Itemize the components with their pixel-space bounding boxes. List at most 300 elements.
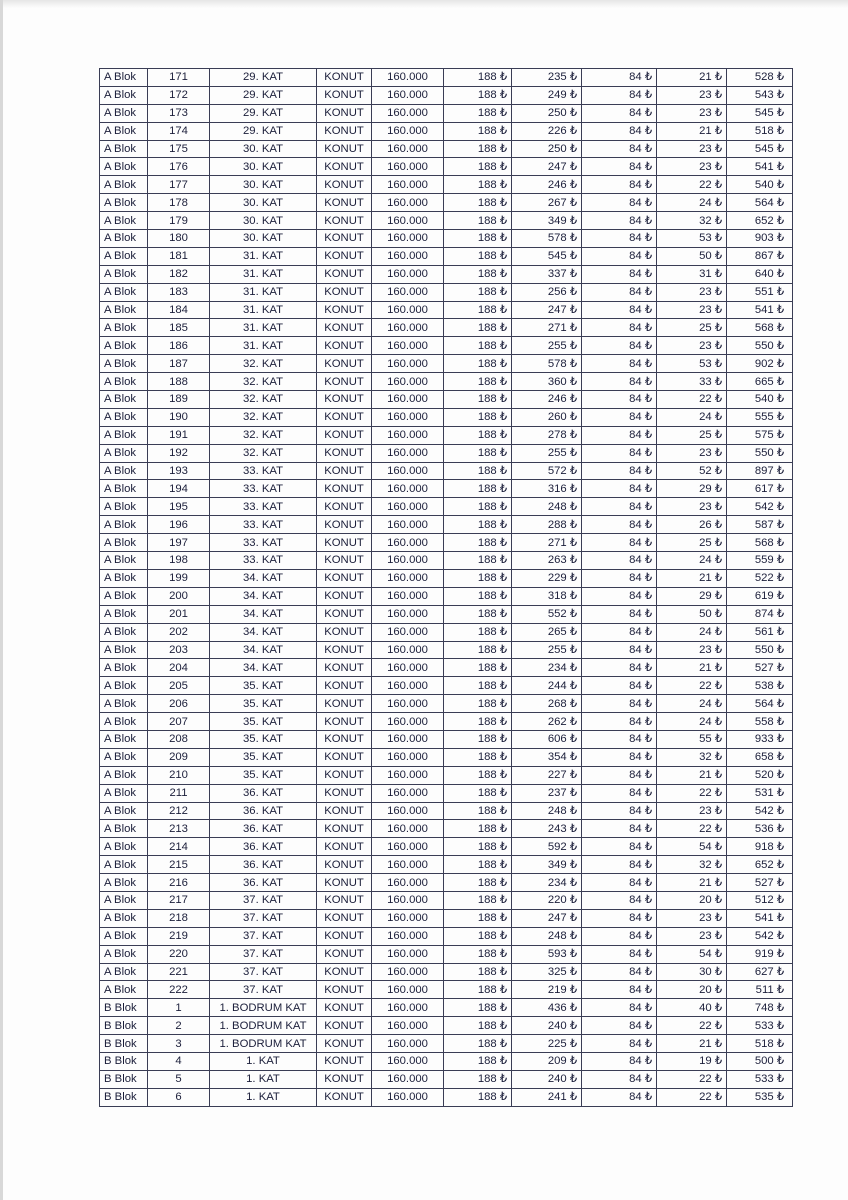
- lira-symbol: ₺: [499, 715, 507, 728]
- amount-value: 24: [699, 196, 712, 209]
- table-row: [100, 194, 793, 212]
- type-cell: KONUT: [317, 426, 372, 444]
- fee-3-cell: [582, 981, 657, 999]
- total-cell: [727, 480, 793, 498]
- total-cell: [727, 301, 793, 319]
- amount-value: 241: [547, 1091, 567, 1104]
- lira-symbol: ₺: [499, 518, 507, 531]
- block-cell: A Blok: [100, 176, 148, 194]
- lira-symbol: ₺: [644, 375, 652, 388]
- area-cell: 160.000: [372, 86, 444, 104]
- total-cell: [727, 247, 793, 265]
- amount-value: 84: [629, 375, 642, 388]
- lira-symbol: ₺: [776, 1001, 784, 1014]
- amount-value: 25: [699, 536, 712, 549]
- lira-symbol: ₺: [714, 1073, 722, 1086]
- area-cell: 160.000: [372, 659, 444, 677]
- amount-value: 84: [629, 321, 642, 334]
- area-cell: 160.000: [372, 641, 444, 659]
- fee-4-cell: [657, 212, 727, 230]
- amount-value: 564: [754, 196, 774, 209]
- fee-1-cell: [444, 230, 512, 248]
- amount-value: 188: [477, 465, 497, 478]
- lira-symbol: ₺: [569, 769, 577, 782]
- block-cell: A Blok: [100, 355, 148, 373]
- lira-symbol: ₺: [499, 840, 507, 853]
- lira-symbol: ₺: [644, 590, 652, 603]
- amount-value: 84: [629, 965, 642, 978]
- block-cell: A Blok: [100, 194, 148, 212]
- area-cell: 160.000: [372, 963, 444, 981]
- amount-value: 30: [699, 965, 712, 978]
- fee-4-cell: [657, 820, 727, 838]
- area-cell: 160.000: [372, 140, 444, 158]
- lira-symbol: ₺: [644, 930, 652, 943]
- lira-symbol: ₺: [499, 643, 507, 656]
- floor-cell: 35. KAT: [210, 748, 317, 766]
- amount-value: 240: [547, 1073, 567, 1086]
- total-cell: [727, 516, 793, 534]
- lira-symbol: ₺: [714, 1019, 722, 1032]
- fee-4-cell: [657, 158, 727, 176]
- type-cell: KONUT: [317, 820, 372, 838]
- type-cell: KONUT: [317, 408, 372, 426]
- lira-symbol: ₺: [569, 196, 577, 209]
- lira-symbol: ₺: [714, 89, 722, 102]
- table-row: [100, 856, 793, 874]
- lira-symbol: ₺: [644, 787, 652, 800]
- lira-symbol: ₺: [714, 518, 722, 531]
- amount-value: 533: [754, 1019, 774, 1032]
- amount-value: 244: [547, 679, 567, 692]
- amount-value: 235: [547, 71, 567, 84]
- fee-4-cell: [657, 945, 727, 963]
- floor-cell: 36. KAT: [210, 784, 317, 802]
- area-cell: 160.000: [372, 820, 444, 838]
- fee-2-cell: [512, 695, 582, 713]
- lira-symbol: ₺: [644, 1037, 652, 1050]
- lira-symbol: ₺: [776, 268, 784, 281]
- type-cell: KONUT: [317, 677, 372, 695]
- fee-1-cell: [444, 122, 512, 140]
- floor-cell: 32. KAT: [210, 444, 317, 462]
- amount-value: 188: [477, 429, 497, 442]
- unit-no-cell: 189: [148, 391, 210, 409]
- table-row: [100, 462, 793, 480]
- table-row: [100, 695, 793, 713]
- fee-1-cell: [444, 373, 512, 391]
- amount-value: 188: [477, 1019, 497, 1032]
- table-row: [100, 927, 793, 945]
- total-cell: [727, 874, 793, 892]
- block-cell: A Blok: [100, 945, 148, 963]
- fee-3-cell: [582, 677, 657, 695]
- table-row: [100, 623, 793, 641]
- amount-value: 527: [754, 661, 774, 674]
- fee-3-cell: [582, 999, 657, 1017]
- fee-3-cell: [582, 856, 657, 874]
- type-cell: KONUT: [317, 748, 372, 766]
- amount-value: 220: [547, 894, 567, 907]
- amount-value: 188: [477, 930, 497, 943]
- amount-value: 23: [699, 107, 712, 120]
- fee-2-cell: [512, 444, 582, 462]
- unit-no-cell: 222: [148, 981, 210, 999]
- amount-value: 248: [547, 500, 567, 513]
- lira-symbol: ₺: [499, 286, 507, 299]
- unit-no-cell: 2: [148, 1017, 210, 1035]
- area-cell: 160.000: [372, 319, 444, 337]
- fee-3-cell: [582, 194, 657, 212]
- amount-value: 247: [547, 160, 567, 173]
- lira-symbol: ₺: [569, 107, 577, 120]
- fee-2-cell: [512, 480, 582, 498]
- lira-symbol: ₺: [499, 375, 507, 388]
- area-cell: 160.000: [372, 355, 444, 373]
- floor-cell: 29. KAT: [210, 104, 317, 122]
- fee-1-cell: [444, 856, 512, 874]
- type-cell: KONUT: [317, 891, 372, 909]
- lira-symbol: ₺: [776, 608, 784, 621]
- fee-1-cell: [444, 408, 512, 426]
- lira-symbol: ₺: [569, 71, 577, 84]
- area-cell: 160.000: [372, 730, 444, 748]
- table-row: [100, 176, 793, 194]
- amount-value: 665: [754, 375, 774, 388]
- lira-symbol: ₺: [714, 411, 722, 424]
- fee-3-cell: [582, 1088, 657, 1106]
- lira-symbol: ₺: [776, 178, 784, 191]
- lira-symbol: ₺: [644, 357, 652, 370]
- amount-value: 436: [547, 1001, 567, 1014]
- amount-value: 21: [699, 125, 712, 138]
- unit-no-cell: 1: [148, 999, 210, 1017]
- fee-4-cell: [657, 534, 727, 552]
- unit-no-cell: 197: [148, 534, 210, 552]
- total-cell: [727, 552, 793, 570]
- table-row: [100, 355, 793, 373]
- amount-value: 188: [477, 178, 497, 191]
- total-cell: [727, 945, 793, 963]
- amount-value: 188: [477, 679, 497, 692]
- fee-4-cell: [657, 194, 727, 212]
- lira-symbol: ₺: [499, 482, 507, 495]
- unit-no-cell: 171: [148, 69, 210, 87]
- type-cell: KONUT: [317, 86, 372, 104]
- lira-symbol: ₺: [714, 787, 722, 800]
- lira-symbol: ₺: [714, 840, 722, 853]
- block-cell: A Blok: [100, 408, 148, 426]
- fee-3-cell: [582, 891, 657, 909]
- table-row: [100, 1070, 793, 1088]
- amount-value: 188: [477, 840, 497, 853]
- lira-symbol: ₺: [714, 339, 722, 352]
- unit-no-cell: 190: [148, 408, 210, 426]
- total-cell: [727, 1088, 793, 1106]
- lira-symbol: ₺: [644, 178, 652, 191]
- unit-no-cell: 186: [148, 337, 210, 355]
- lira-symbol: ₺: [499, 321, 507, 334]
- lira-symbol: ₺: [499, 1091, 507, 1104]
- amount-value: 188: [477, 876, 497, 889]
- lira-symbol: ₺: [644, 733, 652, 746]
- amount-value: 23: [699, 643, 712, 656]
- fee-1-cell: [444, 748, 512, 766]
- block-cell: A Blok: [100, 104, 148, 122]
- block-cell: B Blok: [100, 1052, 148, 1070]
- table-row: [100, 766, 793, 784]
- block-cell: B Blok: [100, 999, 148, 1017]
- floor-cell: 31. KAT: [210, 247, 317, 265]
- amount-value: 24: [699, 411, 712, 424]
- lira-symbol: ₺: [714, 858, 722, 871]
- table-row: [100, 516, 793, 534]
- lira-symbol: ₺: [776, 965, 784, 978]
- amount-value: 188: [477, 518, 497, 531]
- amount-value: 903: [754, 232, 774, 245]
- amount-value: 593: [547, 948, 567, 961]
- fee-1-cell: [444, 713, 512, 731]
- fee-1-cell: [444, 927, 512, 945]
- amount-value: 249: [547, 89, 567, 102]
- type-cell: KONUT: [317, 695, 372, 713]
- amount-value: 21: [699, 876, 712, 889]
- fee-3-cell: [582, 265, 657, 283]
- amount-value: 84: [629, 250, 642, 263]
- fee-3-cell: [582, 641, 657, 659]
- type-cell: KONUT: [317, 498, 372, 516]
- fee-1-cell: [444, 695, 512, 713]
- lira-symbol: ₺: [776, 554, 784, 567]
- amount-value: 50: [699, 250, 712, 263]
- lira-symbol: ₺: [499, 697, 507, 710]
- lira-symbol: ₺: [714, 107, 722, 120]
- type-cell: KONUT: [317, 945, 372, 963]
- total-cell: [727, 104, 793, 122]
- area-cell: 160.000: [372, 945, 444, 963]
- lira-symbol: ₺: [569, 232, 577, 245]
- amount-value: 84: [629, 304, 642, 317]
- amount-value: 54: [699, 840, 712, 853]
- table-row: [100, 659, 793, 677]
- total-cell: [727, 462, 793, 480]
- amount-value: 84: [629, 679, 642, 692]
- lira-symbol: ₺: [569, 840, 577, 853]
- fee-1-cell: [444, 999, 512, 1017]
- amount-value: 188: [477, 626, 497, 639]
- lira-symbol: ₺: [569, 948, 577, 961]
- amount-value: 24: [699, 715, 712, 728]
- table-row: [100, 283, 793, 301]
- block-cell: B Blok: [100, 1088, 148, 1106]
- fee-4-cell: [657, 355, 727, 373]
- fee-2-cell: [512, 122, 582, 140]
- fee-2-cell: [512, 140, 582, 158]
- fee-2-cell: [512, 462, 582, 480]
- lira-symbol: ₺: [776, 250, 784, 263]
- block-cell: A Blok: [100, 891, 148, 909]
- fee-2-cell: [512, 391, 582, 409]
- amount-value: 188: [477, 447, 497, 460]
- floor-cell: 35. KAT: [210, 677, 317, 695]
- amount-value: 748: [754, 1001, 774, 1014]
- floor-cell: 1. KAT: [210, 1070, 317, 1088]
- amount-value: 24: [699, 626, 712, 639]
- type-cell: KONUT: [317, 1017, 372, 1035]
- lira-symbol: ₺: [776, 912, 784, 925]
- lira-symbol: ₺: [714, 626, 722, 639]
- lira-symbol: ₺: [569, 447, 577, 460]
- fee-1-cell: [444, 820, 512, 838]
- amount-value: 20: [699, 983, 712, 996]
- area-cell: 160.000: [372, 891, 444, 909]
- amount-value: 246: [547, 393, 567, 406]
- unit-no-cell: 221: [148, 963, 210, 981]
- lira-symbol: ₺: [569, 178, 577, 191]
- amount-value: 267: [547, 196, 567, 209]
- lira-symbol: ₺: [644, 447, 652, 460]
- amount-value: 188: [477, 393, 497, 406]
- lira-symbol: ₺: [776, 787, 784, 800]
- unit-no-cell: 201: [148, 605, 210, 623]
- amount-value: 349: [547, 858, 567, 871]
- floor-cell: 35. KAT: [210, 713, 317, 731]
- fee-3-cell: [582, 802, 657, 820]
- floor-cell: 34. KAT: [210, 569, 317, 587]
- lira-symbol: ₺: [644, 482, 652, 495]
- amount-value: 188: [477, 268, 497, 281]
- unit-no-cell: 215: [148, 856, 210, 874]
- lira-symbol: ₺: [569, 626, 577, 639]
- area-cell: 160.000: [372, 695, 444, 713]
- table-row: [100, 69, 793, 87]
- fee-4-cell: [657, 444, 727, 462]
- lira-symbol: ₺: [776, 304, 784, 317]
- floor-cell: 36. KAT: [210, 874, 317, 892]
- total-cell: [727, 641, 793, 659]
- fee-4-cell: [657, 659, 727, 677]
- fee-2-cell: [512, 176, 582, 194]
- fee-3-cell: [582, 623, 657, 641]
- fee-3-cell: [582, 1035, 657, 1053]
- lira-symbol: ₺: [714, 608, 722, 621]
- lira-symbol: ₺: [644, 71, 652, 84]
- amount-value: 21: [699, 661, 712, 674]
- amount-value: 188: [477, 232, 497, 245]
- amount-value: 26: [699, 518, 712, 531]
- amount-value: 188: [477, 304, 497, 317]
- amount-value: 500: [754, 1055, 774, 1068]
- amount-value: 84: [629, 357, 642, 370]
- type-cell: KONUT: [317, 337, 372, 355]
- amount-value: 540: [754, 178, 774, 191]
- block-cell: A Blok: [100, 838, 148, 856]
- lira-symbol: ₺: [499, 232, 507, 245]
- lira-symbol: ₺: [569, 983, 577, 996]
- type-cell: KONUT: [317, 176, 372, 194]
- lira-symbol: ₺: [714, 143, 722, 155]
- lira-symbol: ₺: [644, 232, 652, 245]
- amount-value: 518: [754, 1037, 774, 1050]
- amount-value: 561: [754, 626, 774, 639]
- lira-symbol: ₺: [714, 196, 722, 209]
- lira-symbol: ₺: [714, 715, 722, 728]
- fee-4-cell: [657, 713, 727, 731]
- amount-value: 188: [477, 661, 497, 674]
- lira-symbol: ₺: [776, 822, 784, 835]
- table-row: [100, 1017, 793, 1035]
- floor-cell: 31. KAT: [210, 301, 317, 319]
- fee-3-cell: [582, 104, 657, 122]
- area-cell: 160.000: [372, 909, 444, 927]
- fee-2-cell: [512, 605, 582, 623]
- table-row: [100, 86, 793, 104]
- type-cell: KONUT: [317, 462, 372, 480]
- fee-1-cell: [444, 534, 512, 552]
- amount-value: 535: [754, 1091, 774, 1104]
- fee-3-cell: [582, 283, 657, 301]
- lira-symbol: ₺: [776, 1073, 784, 1086]
- amount-value: 255: [547, 447, 567, 460]
- amount-value: 53: [699, 232, 712, 245]
- fee-3-cell: [582, 945, 657, 963]
- type-cell: KONUT: [317, 516, 372, 534]
- amount-value: 32: [699, 858, 712, 871]
- lira-symbol: ₺: [714, 125, 722, 138]
- table-row: [100, 247, 793, 265]
- floor-cell: 32. KAT: [210, 391, 317, 409]
- total-cell: [727, 1052, 793, 1070]
- lira-symbol: ₺: [499, 71, 507, 84]
- lira-symbol: ₺: [644, 1091, 652, 1104]
- lira-symbol: ₺: [776, 769, 784, 782]
- fee-4-cell: [657, 874, 727, 892]
- amount-value: 84: [629, 733, 642, 746]
- lira-symbol: ₺: [644, 339, 652, 352]
- fee-3-cell: [582, 247, 657, 265]
- fee-3-cell: [582, 1052, 657, 1070]
- amount-value: 234: [547, 876, 567, 889]
- fee-1-cell: [444, 444, 512, 462]
- area-cell: 160.000: [372, 623, 444, 641]
- amount-value: 84: [629, 1091, 642, 1104]
- fee-1-cell: [444, 194, 512, 212]
- lira-symbol: ₺: [569, 465, 577, 478]
- unit-no-cell: 212: [148, 802, 210, 820]
- amount-value: 541: [754, 912, 774, 925]
- lira-symbol: ₺: [499, 304, 507, 317]
- lira-symbol: ₺: [776, 321, 784, 334]
- unit-no-cell: 220: [148, 945, 210, 963]
- amount-value: 188: [477, 1091, 497, 1104]
- table-row: [100, 122, 793, 140]
- area-cell: 160.000: [372, 552, 444, 570]
- area-cell: 160.000: [372, 587, 444, 605]
- amount-value: 188: [477, 697, 497, 710]
- block-cell: A Blok: [100, 802, 148, 820]
- amount-value: 271: [547, 321, 567, 334]
- floor-cell: 32. KAT: [210, 355, 317, 373]
- lira-symbol: ₺: [644, 196, 652, 209]
- fee-1-cell: [444, 874, 512, 892]
- area-cell: 160.000: [372, 784, 444, 802]
- lira-symbol: ₺: [569, 268, 577, 281]
- type-cell: KONUT: [317, 534, 372, 552]
- fee-4-cell: [657, 569, 727, 587]
- fee-1-cell: [444, 426, 512, 444]
- total-cell: [727, 176, 793, 194]
- amount-value: 188: [477, 590, 497, 603]
